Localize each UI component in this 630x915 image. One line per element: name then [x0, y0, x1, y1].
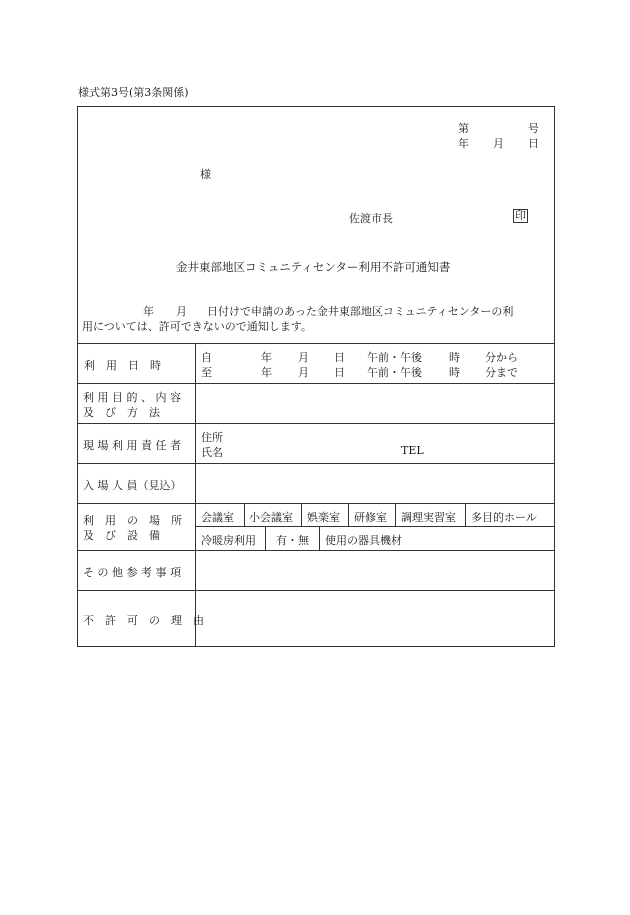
room-option: 小会議室: [249, 511, 293, 524]
air-conditioning-label: 冷暖房利用: [201, 534, 256, 547]
to-month: 月: [298, 366, 309, 379]
cell-divider: [319, 526, 320, 550]
to-minute-suffix: 分まで: [485, 366, 518, 379]
to-ampm: 午前・午後: [367, 366, 422, 379]
purpose-label-line2: 及 び 方 法: [83, 406, 160, 419]
from-label: 自: [201, 351, 212, 364]
place-label-line1: 利 用 の 場 所: [83, 514, 182, 527]
purpose-label-line1: 利 用 目 的 、 内 容: [83, 391, 181, 404]
room-option: 多目的ホール: [471, 511, 537, 524]
to-year: 年: [261, 366, 272, 379]
body-text-line1: 日付けで申請のあった金井東部地区コミュニティセンターの利: [207, 305, 514, 318]
to-label: 至: [201, 366, 212, 379]
row-divider: [77, 503, 555, 504]
room-option: 調理実習室: [401, 511, 456, 524]
cell-divider: [348, 503, 349, 526]
from-minute-suffix: 分から: [485, 351, 518, 364]
name-label: 氏名: [201, 446, 223, 459]
cell-divider: [465, 503, 466, 526]
body-text-line2: 用については、許可できないので通知します。: [82, 320, 312, 333]
row-divider: [77, 343, 555, 344]
place-label-line2: 及 び 設 備: [83, 529, 160, 542]
tel-label: TEL: [401, 444, 424, 457]
attendees-label: 入 場 人 員（見込）: [83, 479, 182, 492]
air-conditioning-choice: 有・無: [276, 534, 309, 547]
body-month: 月: [176, 305, 187, 318]
date-year: 年: [458, 137, 469, 150]
date-day: 日: [528, 137, 539, 150]
from-year: 年: [261, 351, 272, 364]
row-divider: [77, 463, 555, 464]
document-title: 金井東部地区コミュニティセンター利用不許可通知書: [176, 260, 451, 274]
usage-datetime-label: 利 用 日 時: [84, 359, 161, 372]
row-divider: [77, 383, 555, 384]
issuer-name: 佐渡市長: [349, 212, 393, 225]
cell-divider: [265, 526, 266, 550]
row-divider: [77, 590, 555, 591]
cell-divider: [244, 503, 245, 526]
other-notes-label: そ の 他 参 考 事 項: [83, 566, 181, 579]
form-number: 様式第3号(第3条関係): [78, 86, 189, 99]
to-hour: 時: [449, 366, 460, 379]
room-option: 会議室: [201, 511, 234, 524]
from-month: 月: [298, 351, 309, 364]
number-go: 号: [528, 122, 539, 135]
cell-divider: [301, 503, 302, 526]
body-year: 年: [143, 305, 154, 318]
row-divider: [77, 423, 555, 424]
label-column-divider: [195, 343, 196, 647]
from-ampm: 午前・午後: [367, 351, 422, 364]
addressee-sama: 様: [200, 168, 211, 181]
row-divider: [77, 550, 555, 551]
seal-mark: 印: [515, 209, 526, 222]
from-day: 日: [334, 351, 345, 364]
to-day: 日: [334, 366, 345, 379]
number-dai: 第: [458, 122, 469, 135]
equipment-label: 使用の器具機材: [325, 534, 402, 547]
address-label: 住所: [201, 431, 223, 444]
site-manager-label: 現 場 利 用 責 任 者: [83, 439, 181, 452]
refusal-reason-label: 不 許 可 の 理 由: [83, 614, 204, 627]
from-hour: 時: [449, 351, 460, 364]
row-divider: [195, 526, 555, 527]
room-option: 研修室: [354, 511, 387, 524]
cell-divider: [395, 503, 396, 526]
date-month: 月: [493, 137, 504, 150]
room-option: 娯楽室: [307, 511, 340, 524]
